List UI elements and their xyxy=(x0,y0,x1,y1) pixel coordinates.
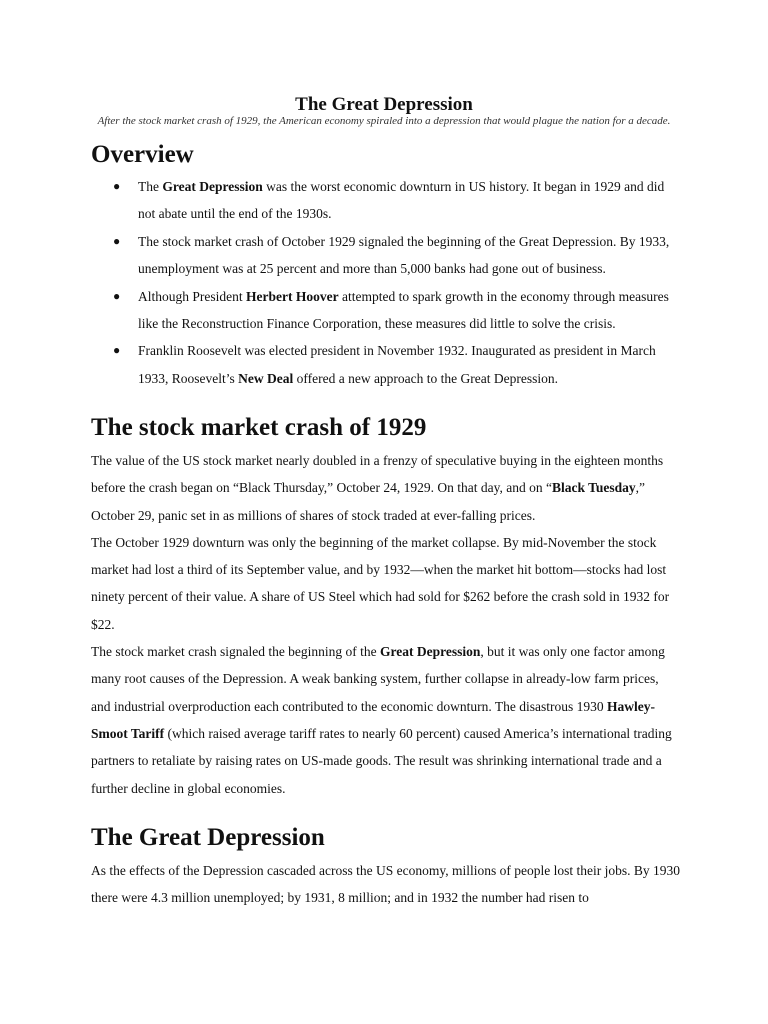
paragraph-text: The stock market crash signaled the beginning of the xyxy=(91,644,381,660)
great-depression-paragraph-1: As the effects of the Depression cascaded across the US economy, millions of people lost their jobs. By 1930 there were 4.3 million unemployed; by 1931, 8 million; and in 1932 the number had risen to xyxy=(91,863,680,906)
bold-term: Hawley-Smoot Tariff xyxy=(91,698,656,741)
crash-paragraph-1 xyxy=(91,447,681,529)
paragraph-text: ,” October 29, panic set in as millions of shares of stock traded at ever-falling prices. xyxy=(91,480,646,523)
document-subtitle: After the stock market crash of 1929, the American economy spiraled into a depression that would plague the nation for a decade. xyxy=(97,115,671,127)
overview-heading: Overview xyxy=(91,141,194,168)
document-title: The Great Depression xyxy=(295,94,473,115)
bullet-icon: ● xyxy=(113,288,121,303)
bullet-icon: ● xyxy=(113,179,121,193)
paragraph-text: The value of the US stock market nearly doubled in a frenzy of speculative buying in the eighteen months before the crash began on “Black Thursday,” October 24, 1929. On that day, and on “ xyxy=(91,453,664,496)
bullet-text: The stock market crash of October 1929 signaled the beginning of the Great Depression. By 1933, unemployment was at 25 percent and more than 5,000 banks had gone out of business. xyxy=(138,233,670,277)
bold-term: New Deal xyxy=(238,370,294,386)
paragraph-text: , but it was only one factor among many root causes of the Depression. A weak banking system, further collapse in already-low farm prices, and industrial overproduction each contributed to the economic downturn. The disastrous 1930 xyxy=(91,644,665,714)
bullet-icon: ● xyxy=(113,343,121,358)
overview-bullet-list xyxy=(91,173,681,392)
crash-paragraph-2: The October 1929 downturn was only the beginning of the market collapse. By mid-November the stock market had lost a third of its September value, and by 1932—when the market hit bottom—stocks had lost ninety percent of their value. A share of US Steel which had sold for $262 before the crash sold in 1932 for $22. xyxy=(91,534,670,632)
bullet-text: Although President xyxy=(138,288,246,304)
bullet-text: Franklin Roosevelt was elected president in November 1932. Inaugurated as president in March 1933, Roosevelt’s xyxy=(138,343,656,386)
bullet-text: offered a new approach to the Great Depression. xyxy=(293,370,559,386)
list-item xyxy=(91,337,681,392)
bold-term: Great Depression xyxy=(162,179,263,194)
crash-section-body xyxy=(91,447,681,802)
bold-term: Herbert Hoover xyxy=(246,288,339,304)
bold-term: Great Depression xyxy=(380,644,481,660)
paragraph-text: (which raised average tariff rates to nearly 60 percent) caused America’s international trading partners to retaliate by raising rates on US-made goods. The result was shrinking international trade and a further decline in global economies. xyxy=(91,725,672,796)
crash-paragraph-3 xyxy=(91,638,681,802)
list-item xyxy=(91,283,681,338)
bullet-icon: ● xyxy=(113,233,121,248)
bullet-text: was the worst economic downturn in US history. It began in 1929 and did not abate until the end of the 1930s. xyxy=(138,179,665,222)
bullet-text: The xyxy=(138,179,163,194)
great-depression-section-body xyxy=(91,857,681,912)
great-depression-heading: The Great Depression xyxy=(91,824,325,851)
crash-heading: The stock market crash of 1929 xyxy=(91,414,427,441)
list-item xyxy=(91,173,681,228)
bold-term: Black Tuesday xyxy=(551,480,636,496)
list-item xyxy=(91,228,681,283)
bullet-text: attempted to spark growth in the economy through measures like the Reconstruction Finance Corporation, these measures did little to solve the crisis. xyxy=(138,288,669,332)
